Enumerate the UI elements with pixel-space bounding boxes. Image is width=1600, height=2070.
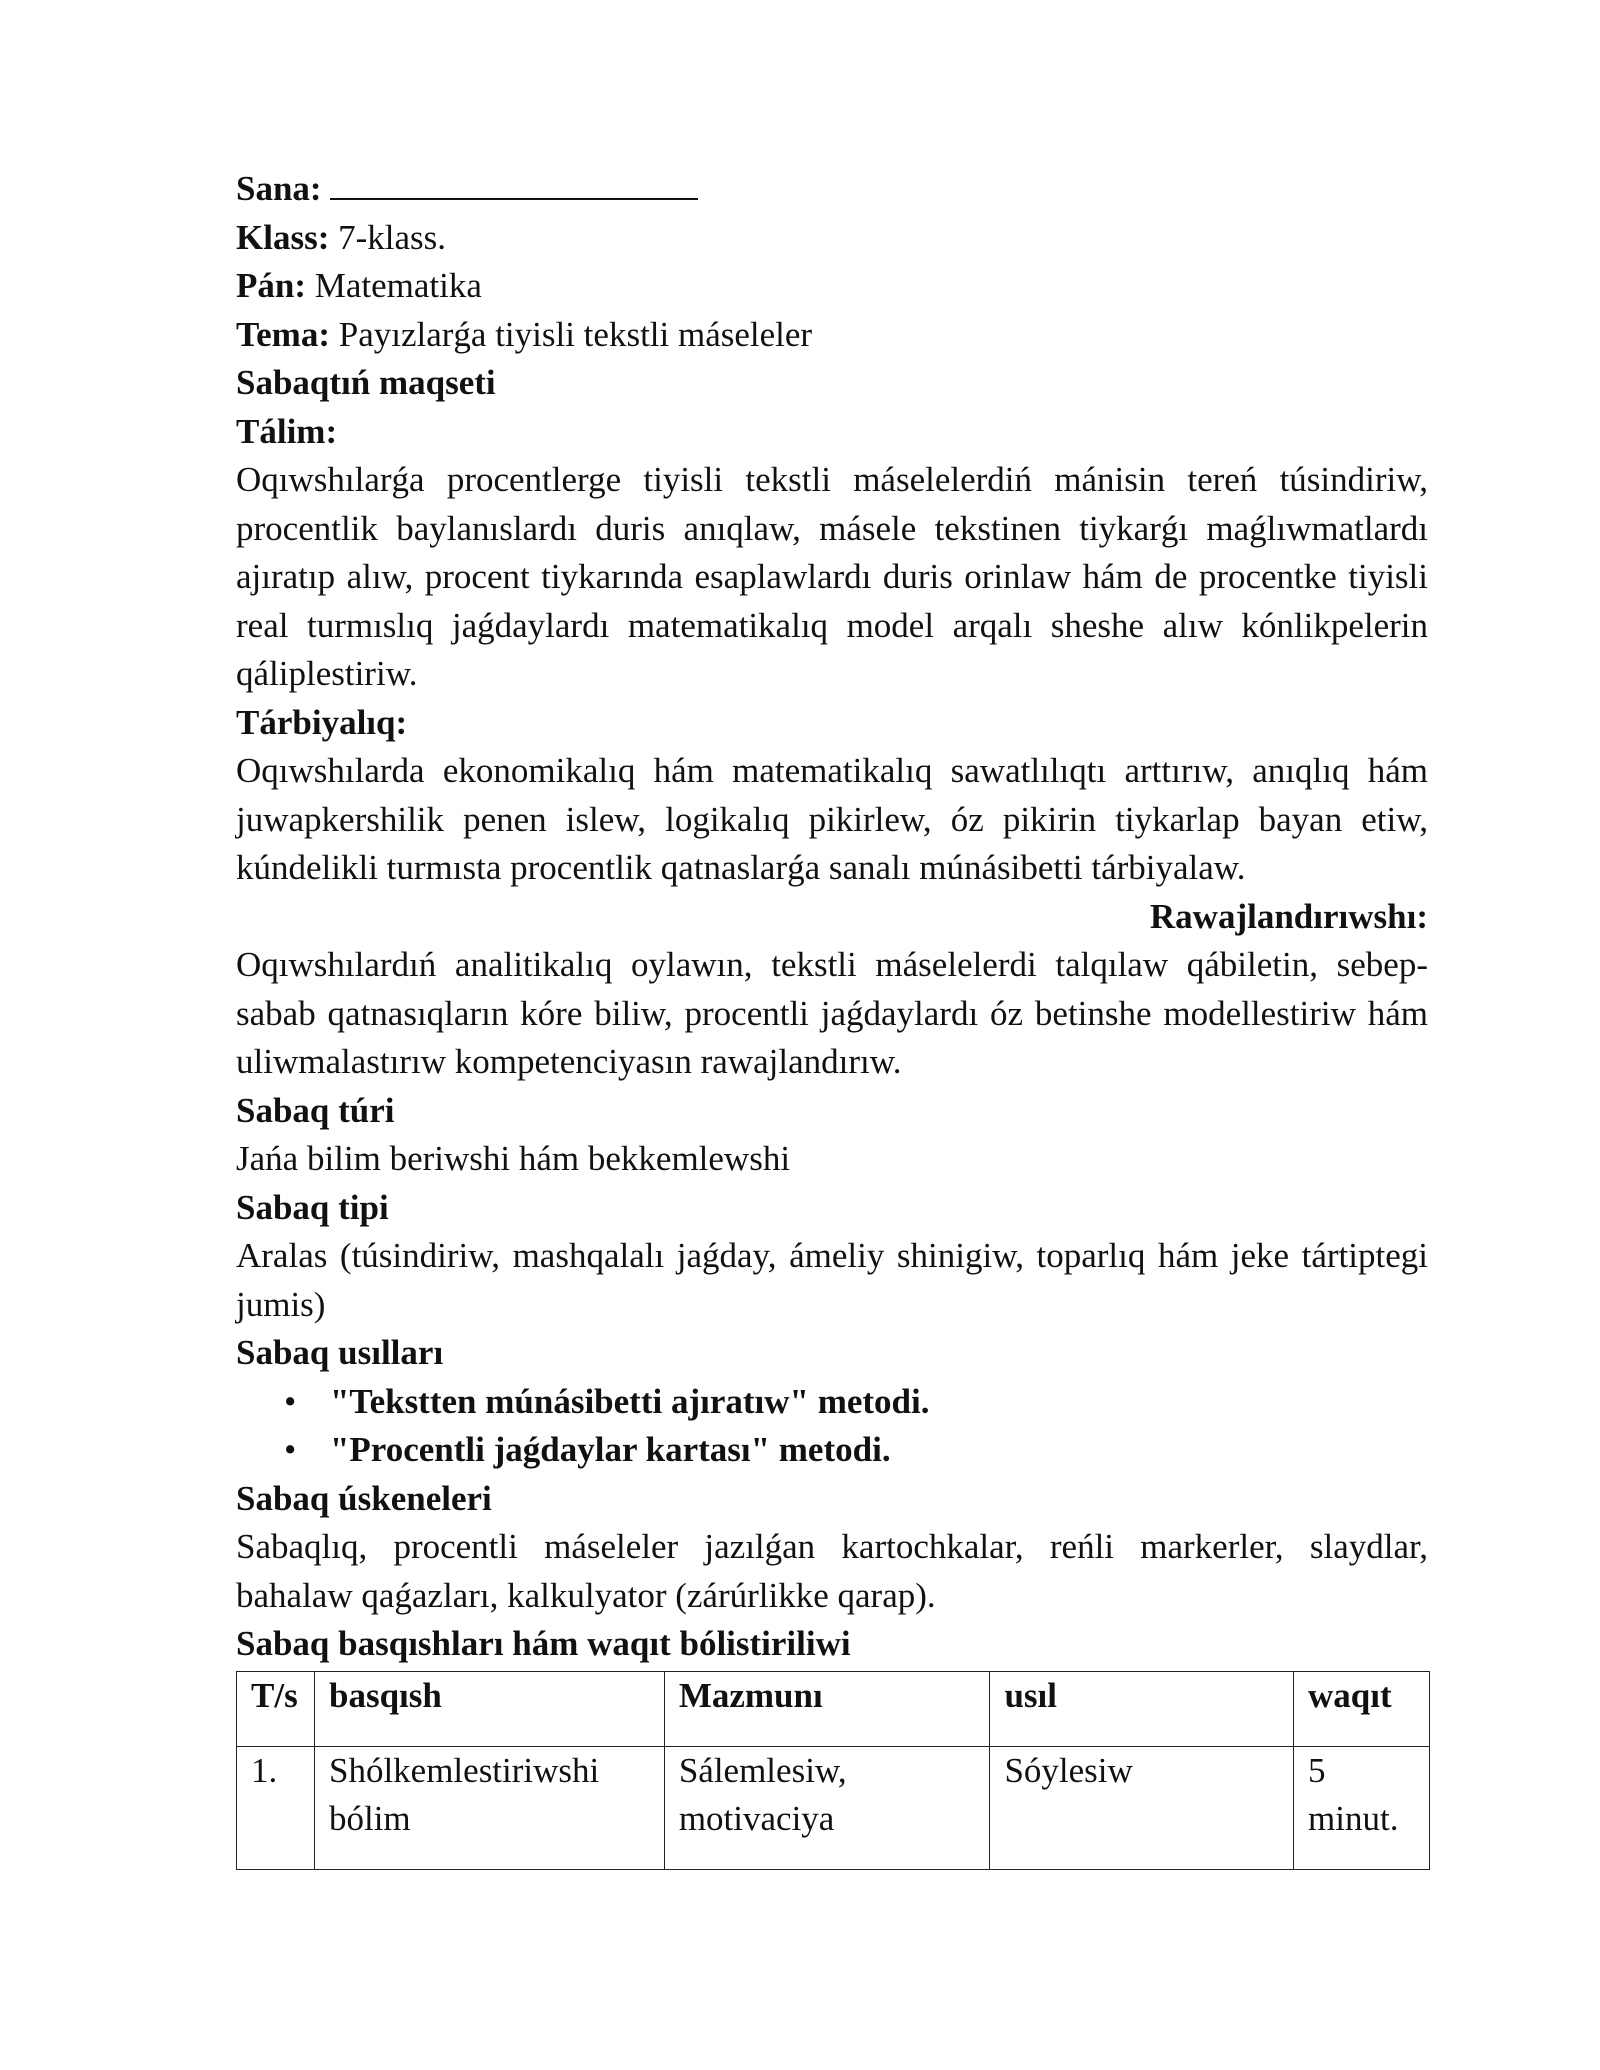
header-cell-method: usıl xyxy=(990,1671,1294,1746)
header-cell-time: waqıt xyxy=(1294,1671,1430,1746)
developmental-goal-heading: Rawajlandırıwshı: xyxy=(1149,896,1428,936)
header-cell-number: T/s xyxy=(237,1671,315,1746)
lesson-kind-text: Aralas (túsindiriw, mashqalalı jaǵday, ámeliy shinigiw, toparlıq hám jeke tártiptegi jumis) xyxy=(236,1236,1428,1324)
header-cell-stage: basqısh xyxy=(314,1671,664,1746)
class-line xyxy=(236,214,1428,263)
subject-label: Pán: xyxy=(236,266,306,305)
class-value: 7-klass. xyxy=(329,217,447,257)
lesson-type-text: Jańa bilim beriwshi hám bekkemlewshi xyxy=(236,1139,791,1178)
lesson-equipment-heading: Sabaq úskeneleri xyxy=(236,1478,492,1518)
topic-value: Payızlarǵa tiyisli tekstli máseleler xyxy=(329,314,813,354)
cell-number: 1. xyxy=(237,1746,315,1869)
developmental-goal-text: Oqıwshılardıń analitikalıq oylawın, tekstli máselelerdi talqılaw qábiletin, sebep-sabab qatnasıqların kóre biliw, procentli jaǵdaylardı óz betinshe modellestiriw hám uliwmalastırıw kompetenciyasın rawajlandırıw. xyxy=(236,945,1428,1081)
list-item: • "Procentli jaǵdaylar kartası" metodi. xyxy=(330,1426,1428,1475)
cell-stage: Shólkemlestiriwshi bólim xyxy=(314,1746,664,1869)
lesson-kind-heading: Sabaq tipi xyxy=(236,1187,389,1227)
document-page xyxy=(236,164,1428,1870)
lesson-methods-heading: Sabaq usılları xyxy=(236,1333,444,1372)
lesson-methods-list xyxy=(236,1378,1428,1475)
date-line xyxy=(236,164,1428,214)
cell-content: Sálemlesiw, motivaciya xyxy=(664,1746,990,1869)
cell-time: 5 minut. xyxy=(1294,1746,1430,1869)
date-blank-field[interactable] xyxy=(330,164,698,200)
header-cell-content: Mazmunı xyxy=(664,1671,990,1746)
class-label: Klass: xyxy=(236,217,330,257)
upbringing-goal-text: Oqıwshılarda ekonomikalıq hám matematikalıq sawatlılıqtı arttırıw, anıqlıq hám juwapkershilik penen islew, logikalıq pikirlew, óz pikirin tiykarlap bayan etiw, kúndelikli turmısta procentlik qatnaslarǵa sanalı múnásibetti tárbiyalaw. xyxy=(236,751,1428,887)
subject-line xyxy=(236,262,1428,311)
upbringing-goal-heading: Tárbiyalıq: xyxy=(236,702,408,742)
subject-value: Matematika xyxy=(306,266,482,305)
lesson-type-heading: Sabaq túri xyxy=(236,1090,395,1130)
bullet-icon: • xyxy=(284,1430,297,1469)
lesson-stages-heading: Sabaq basqıshları hám waqıt bólistiriliwi xyxy=(236,1624,851,1663)
topic-line xyxy=(236,311,1428,360)
table-row xyxy=(237,1746,1430,1869)
educational-goal-text: Oqıwshılarǵa procentlerge tiyisli tekstli máselelerdiń mánisin tereń túsindiriw, procentlik baylanıslardı duris anıqlaw, másele tekstinen tiykarǵı maǵlıwmatlardı ajıratıp alıw, procent tiykarında esaplawlardı duris orinlaw hám de procentke tiyisli real turmıslıq jaǵdaylardı matematikalıq model arqalı sheshe alıw kónlikpelerin qáliplestiriw. xyxy=(236,460,1428,693)
educational-goal-heading: Tálim: xyxy=(236,411,338,451)
table-header-row xyxy=(237,1671,1430,1746)
bullet-icon: • xyxy=(284,1381,297,1421)
goals-heading: Sabaqtıń maqseti xyxy=(236,363,496,402)
date-label: Sana: xyxy=(236,169,322,208)
cell-method: Sóylesiw xyxy=(990,1746,1294,1869)
lesson-equipment-text: Sabaqlıq, procentli máseleler jazılǵan kartochkalar, reńli markerler, slaydlar, bahalaw qaǵazları, kalkulyator (zárúrlikke qarap). xyxy=(236,1527,1428,1615)
lesson-stages-table xyxy=(236,1671,1430,1870)
list-item: • "Tekstten múnásibetti ajıratıw" metodi. xyxy=(330,1378,1428,1427)
topic-label: Tema: xyxy=(236,314,330,354)
